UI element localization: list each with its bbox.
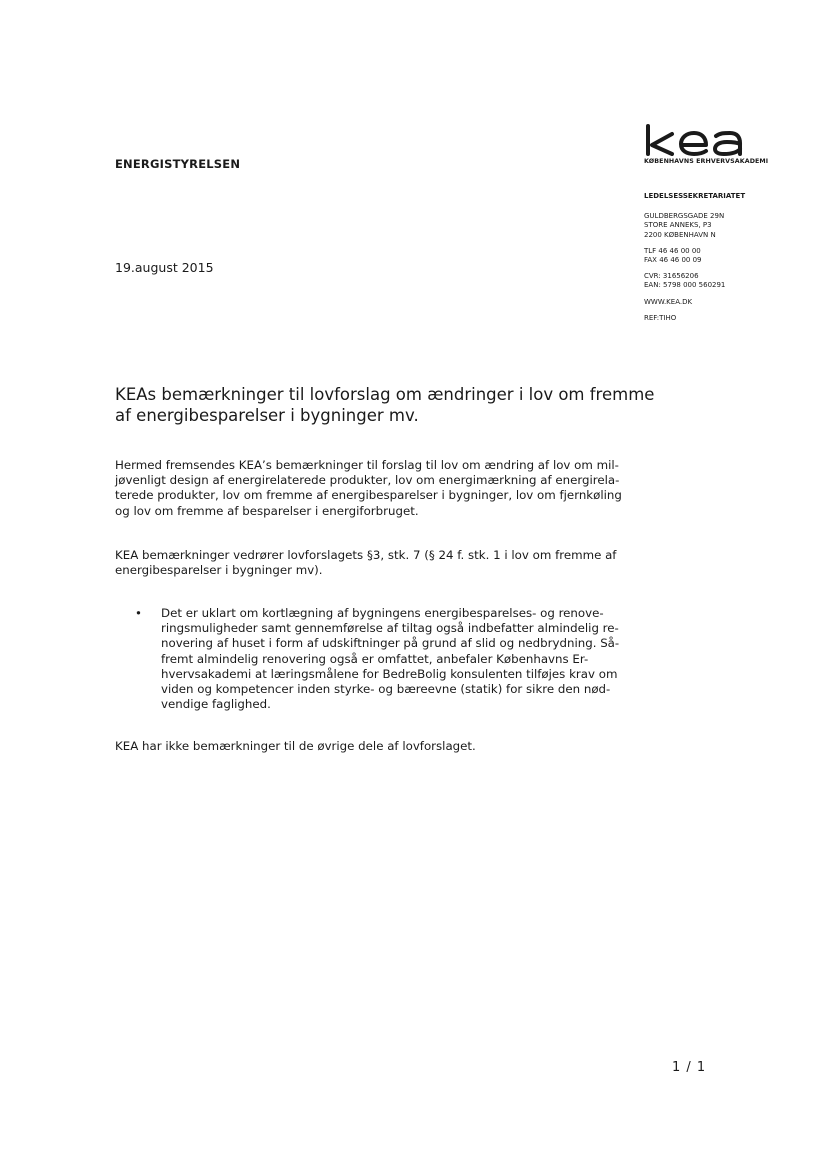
text-line: Hermed fremsendes KEA’s bemærkninger til forslag til lov om ændring af lov om mil- — [115, 458, 619, 472]
text-line: novering af huset i form af udskiftninger på grund af slid og nedbrydning. Så- — [161, 636, 620, 651]
kea-logo — [644, 124, 769, 165]
text-line: fremt almindelig renovering også er omfattet, anbefaler Københavns Er- — [161, 651, 589, 666]
cvr-number: CVR: 31656206 — [644, 272, 699, 281]
bullet-icon: • — [135, 606, 142, 620]
text-line: energibesparelser i bygninger mv). — [115, 563, 323, 578]
address-line: 2200 KØBENHAVN N — [644, 230, 716, 239]
text-line: hvervsakademi at læringsmålene for BedreBolig konsulenten tilføjes krav om — [161, 666, 618, 681]
text-line: ringsmuligheder samt gennemførelse af tiltag også indbefatter almindelig re- — [161, 621, 619, 636]
reference: REF:TIHO — [644, 313, 677, 322]
recipient-name: ENERGISTYRELSEN — [115, 157, 241, 171]
intro-paragraph — [115, 458, 640, 519]
bullet-text — [161, 606, 639, 712]
closing-paragraph: KEA har ikke bemærkninger til de øvrige dele af lovforslaget. — [115, 739, 476, 753]
text-line: jøvenligt design af energirelaterede produkter, lov om energimærkning af energirela- — [115, 473, 620, 488]
scope-paragraph — [115, 548, 640, 578]
text-line: terede produkter, lov om fremme af energibesparelser i bygninger, lov om fjernkøling — [115, 488, 622, 503]
title-line: KEAs bemærkninger til lovforslag om ændringer i lov om fremme — [115, 385, 655, 404]
website: WWW.KEA.DK — [644, 297, 693, 306]
text-line: vendige faglighed. — [161, 697, 271, 712]
text-line: Det er uklart om kortlægning af bygningens energibesparelses- og renove- — [161, 606, 604, 620]
letter-date: 19.august 2015 — [115, 260, 214, 275]
address-line: GULDBERGSGADE 29N — [644, 212, 725, 221]
document-title — [115, 384, 660, 426]
fax-number: FAX 46 46 00 09 — [644, 256, 702, 265]
logo-subtitle: KØBENHAVNS ERHVERVSAKADEMI — [644, 158, 769, 165]
sender-department: LEDELSESSEKRETARIATET — [644, 192, 746, 200]
text-line: og lov om fremme af besparelser i energiforbruget. — [115, 503, 419, 518]
phone-number: TLF 46 46 00 00 — [644, 246, 701, 255]
ean-number: EAN: 5798 000 560291 — [644, 281, 726, 290]
address-line: STORE ANNEKS, P3 — [644, 221, 712, 230]
kea-logo-icon — [644, 124, 762, 156]
text-line: viden og kompetencer inden styrke- og bæreevne (statik) for sikre den nød- — [161, 682, 611, 697]
page-number: 1 / 1 — [672, 1060, 707, 1075]
sender-info — [644, 192, 745, 323]
text-line: KEA bemærkninger vedrører lovforslagets §3, stk. 7 (§ 24 f. stk. 1 i lov om fremme af — [115, 548, 617, 562]
title-line: af energibesparelser i bygninger mv. — [115, 406, 419, 425]
